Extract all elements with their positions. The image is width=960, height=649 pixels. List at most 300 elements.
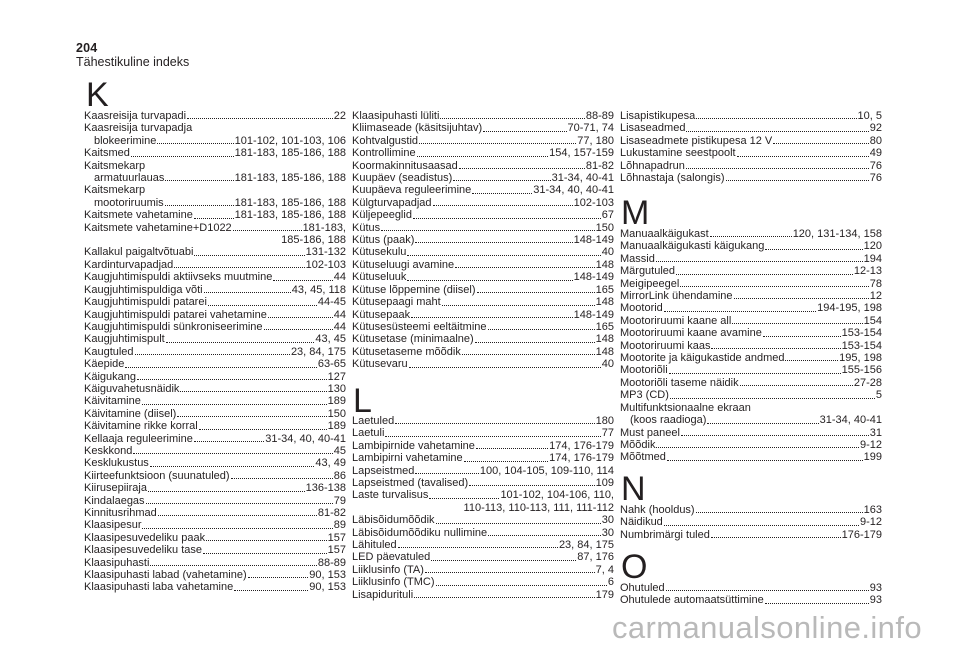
index-entry (352, 309, 614, 321)
entry-pages: 174, 176-179 (549, 452, 614, 465)
index-entry (352, 209, 614, 221)
index-entry (620, 364, 882, 376)
entry-pages: 148 (595, 296, 614, 309)
entry-pages: 5 (875, 389, 882, 402)
index-entry (84, 581, 346, 593)
index-entry (352, 246, 614, 258)
dot-leader (385, 436, 600, 437)
entry-pages: 44-45 (317, 296, 346, 309)
index-entry (352, 197, 614, 209)
entry-term: Kellaaja reguleerimine (84, 432, 193, 445)
dot-leader (135, 354, 290, 355)
entry-pages: 90, 153 (309, 581, 346, 594)
entry-pages: 88-89 (317, 556, 346, 569)
index-entry (352, 259, 614, 271)
index-entry (84, 172, 346, 184)
index-entry (352, 465, 614, 477)
dot-leader (455, 267, 595, 268)
entry-term: Lähituled (352, 539, 397, 552)
entry-term: Läbisõidumõõdik (352, 514, 435, 527)
index-entry (84, 495, 346, 507)
entry-term: Kaugjuhtimispuldi patarei vahetamine (84, 308, 267, 321)
entry-pages: 67 (601, 209, 614, 222)
dot-leader (475, 342, 595, 343)
index-entry (620, 439, 882, 451)
entry-term: Kuupäev (seadistus) (352, 172, 453, 185)
entry-term: Mootoriõli taseme näidik (620, 376, 739, 389)
index-entry (620, 516, 882, 528)
entry-term: Mootoriruumi kaane avamine (620, 327, 762, 340)
dot-leader (670, 398, 875, 399)
section-letter-l: L (353, 382, 372, 420)
index-entry (84, 333, 346, 345)
index-entry (84, 557, 346, 569)
dot-leader (462, 354, 595, 355)
entry-term: Klaasipuhasti labad (vahetamine) (84, 569, 247, 582)
dot-leader (669, 373, 841, 374)
dot-leader (157, 143, 233, 144)
entry-term: Keskkond (84, 444, 133, 457)
entry-term: Kütusepaagi maht (352, 296, 441, 309)
index-entry (620, 315, 882, 327)
entry-term: blokeerimine (94, 134, 157, 147)
entry-pages: 23, 84, 175 (290, 345, 346, 358)
entry-pages: 154, 157-159 (549, 147, 614, 160)
entry-pages: 194-195, 198 (817, 302, 882, 315)
index-entry (352, 477, 614, 489)
index-entry (84, 569, 346, 581)
entry-pages: 148 (595, 345, 614, 358)
entry-pages: 174, 176-179 (549, 439, 614, 452)
dot-leader (734, 298, 869, 299)
index-entry (352, 527, 614, 539)
entry-pages: 154 (863, 314, 882, 327)
dot-leader (199, 429, 327, 430)
entry-pages: 44 (333, 308, 346, 321)
entry-term: Liiklusinfo (TMC) (352, 576, 435, 589)
dot-leader (411, 317, 573, 318)
index-entry (84, 371, 346, 383)
entry-pages: 31-34, 40-41 (551, 172, 614, 185)
entry-term: Kaitsmekarp (84, 159, 146, 172)
dot-leader (187, 118, 333, 119)
entry-pages: 189 (327, 395, 346, 408)
entry-term: Lambipirnide vahetamine (352, 439, 475, 452)
entry-pages: 78 (869, 277, 882, 290)
dot-leader (696, 118, 856, 119)
entry-term: Kaugjuhtimispuldi aktiivseks muutmine (84, 271, 273, 284)
entry-pages: 81-82 (585, 159, 614, 172)
entry-term: Käivitamine (diisel) (84, 407, 177, 420)
entry-pages: 157 (327, 544, 346, 557)
entry-term: Kaugjuhtimispuldi patarei (84, 296, 207, 309)
dot-leader (165, 180, 233, 181)
dot-leader (142, 528, 332, 529)
index-entry (84, 482, 346, 494)
entry-term: Kliimaseade (käsitsijuhtav) (352, 122, 483, 135)
entry-term: (koos raadioga) (630, 414, 707, 427)
dot-leader (398, 547, 558, 548)
entry-pages: 148-149 (573, 308, 614, 321)
dot-leader (417, 156, 549, 157)
index-entry (352, 122, 614, 134)
entry-pages: 43, 45 (315, 333, 346, 346)
entry-term: Kaugjuhtimispuldiga võti (84, 283, 203, 296)
entry-pages: 199 (863, 451, 882, 464)
entry-term: Märgutuled (620, 265, 676, 278)
entry-term: Kütusetaseme mõõdik (352, 345, 461, 358)
section-letter-n: N (621, 470, 646, 508)
index-entry (352, 452, 614, 464)
index-entry (84, 544, 346, 556)
entry-pages: 120 (863, 240, 882, 253)
entry-term: Ohutulede automaatsüttimine (620, 594, 764, 607)
entry-pages: 155-156 (841, 364, 882, 377)
entry-term: Lapseistmed (352, 464, 415, 477)
index-entry (84, 408, 346, 420)
entry-pages: 136-138 (305, 482, 346, 495)
entry-term: Mootoriruumi kaane all (620, 314, 732, 327)
index-entry (620, 352, 882, 364)
dot-leader (773, 143, 868, 144)
entry-term: Kuupäeva reguleerimine (352, 184, 472, 197)
entry-term: Meigipeegel (620, 277, 680, 290)
dot-leader (234, 590, 308, 591)
index-entry (84, 184, 346, 196)
dot-leader (664, 311, 816, 312)
index-entry (620, 529, 882, 541)
entry-term: Kohtvalgustid (352, 134, 419, 147)
dot-leader (726, 180, 869, 181)
entry-pages: 100, 104-105, 109-110, 114 (479, 464, 614, 477)
index-entry (352, 172, 614, 184)
index-entry (84, 358, 346, 370)
entry-term: Käivitamine (84, 395, 141, 408)
entry-pages: 7, 4 (595, 563, 614, 576)
index-entry (352, 234, 614, 246)
entry-pages: 181-183, 185-186, 188 (234, 196, 346, 209)
index-entry (84, 122, 346, 134)
index-entry (84, 346, 346, 358)
dot-leader (711, 537, 841, 538)
entry-pages: 148 (595, 333, 614, 346)
index-entry (84, 470, 346, 482)
dot-leader (194, 218, 234, 219)
index-entry (84, 383, 346, 395)
dot-leader (680, 286, 868, 287)
entry-term: armatuurlauas (94, 172, 165, 185)
entry-pages: 89 (333, 519, 346, 532)
dot-leader (710, 236, 792, 237)
dot-leader (407, 280, 572, 281)
index-entry (84, 234, 346, 246)
entry-pages: 131-132 (305, 246, 346, 259)
dot-leader (765, 249, 862, 250)
dot-leader (166, 342, 315, 343)
watermark: carmanualsonline.info (612, 610, 922, 645)
dot-leader (233, 230, 302, 231)
index-entry (620, 582, 882, 594)
entry-term: MirrorLink ühendamine (620, 290, 733, 303)
entry-pages: 30 (601, 526, 614, 539)
index-entry (352, 160, 614, 172)
entry-term: Käepide (84, 358, 125, 371)
entry-term: Kütusekulu (352, 246, 407, 259)
dot-leader (194, 441, 264, 442)
dot-leader (415, 242, 572, 243)
entry-term: Kütuseluugi avamine (352, 258, 455, 271)
dot-leader (664, 525, 859, 526)
entry-pages: 181-183, 185-186, 188 (234, 147, 346, 160)
index-entry (84, 433, 346, 445)
dot-leader (273, 280, 332, 281)
dot-leader (732, 323, 862, 324)
entry-term: Mootorid (620, 302, 663, 315)
entry-term: Klaasipuhasti lüliti (352, 110, 440, 122)
entry-pages: 92 (869, 122, 882, 135)
entry-pages: 87, 176 (577, 551, 614, 564)
index-entry (620, 290, 882, 302)
entry-pages: 43, 49 (315, 457, 346, 470)
index-entry (620, 253, 882, 265)
dot-leader (414, 597, 594, 598)
index-list-n (620, 504, 882, 541)
index-list-k (84, 110, 346, 594)
dot-leader (472, 193, 532, 194)
dot-leader (686, 168, 869, 169)
entry-term: Koormakinnitusaasad (352, 159, 458, 172)
dot-leader (667, 460, 863, 461)
entry-pages: 101-102, 104-106, 110, (500, 489, 614, 502)
index-entry (84, 160, 346, 172)
page-number: 204 (76, 41, 98, 55)
entry-term: Klaasipuhasti (84, 556, 150, 569)
index-entry (352, 564, 614, 576)
entry-term: Manuaalkäigukast (620, 228, 709, 240)
entry-pages: 10, 5 (857, 110, 882, 122)
dot-leader (407, 255, 600, 256)
entry-pages: 31-34, 40, 40-41 (533, 184, 614, 197)
index-entry (620, 172, 882, 184)
index-entry (84, 209, 346, 221)
entry-pages: 9-12 (859, 438, 882, 451)
entry-term: Käigukang (84, 370, 136, 383)
index-entry (352, 514, 614, 526)
index-entry (84, 147, 346, 159)
entry-term: Kaitsmete vahetamine+D1022 (84, 221, 232, 234)
entry-pages: 76 (869, 172, 882, 185)
dot-leader (436, 585, 607, 586)
entry-pages: 49 (869, 147, 882, 160)
entry-term: Kindalaegas (84, 494, 145, 507)
entry-pages: 102-103 (573, 196, 614, 209)
entry-term: MP3 (CD) (620, 389, 669, 402)
entry-pages: 31 (869, 426, 882, 439)
entry-term: Läbisõidumõõdiku nullimine (352, 526, 488, 539)
entry-term: Käivitamine rikke korral (84, 420, 198, 433)
index-entry (620, 228, 882, 240)
entry-term: Kontrollimine (352, 147, 416, 160)
entry-term: Laste turvalisus (352, 489, 429, 502)
entry-term: Kallakul paigaltvõtuabi (84, 246, 194, 259)
entry-pages: 150 (595, 221, 614, 234)
index-entry (620, 340, 882, 352)
entry-pages: 165 (595, 283, 614, 296)
index-entry (352, 358, 614, 370)
index-entry (352, 321, 614, 333)
entry-pages: 27-28 (853, 376, 882, 389)
entry-pages: 80 (869, 134, 882, 147)
entry-pages: 110-113, 110-113, 111, 111-112 (463, 501, 614, 514)
dot-leader (469, 485, 594, 486)
entry-pages: 153-154 (841, 327, 882, 340)
dot-leader (488, 329, 595, 330)
dot-leader (142, 404, 327, 405)
section-letter-k: K (86, 76, 109, 114)
entry-pages: 40 (601, 358, 614, 371)
index-entry (352, 147, 614, 159)
entry-term: Kardinturvapadjad (84, 258, 174, 271)
entry-term: Kaugjuhtimispult (84, 333, 165, 346)
dot-leader (459, 168, 585, 169)
dot-leader (203, 553, 327, 554)
index-entry (620, 377, 882, 389)
index-entry (620, 594, 882, 606)
entry-term: Mootoriruumi kaas (620, 339, 711, 352)
dot-leader (150, 565, 316, 566)
dot-leader (431, 560, 576, 561)
entry-term: Manuaalkäigukasti käigukang (620, 240, 765, 253)
dot-leader (150, 466, 315, 467)
index-entry (620, 110, 882, 122)
entry-pages: 77 (601, 427, 614, 440)
entry-pages: 9-12 (859, 516, 882, 529)
dot-leader (740, 385, 853, 386)
index-entry (84, 222, 346, 234)
index-entry (620, 327, 882, 339)
index-entry (352, 184, 614, 196)
entry-pages: 181-183, (302, 221, 346, 234)
index-entry (352, 110, 614, 122)
entry-pages: 12 (869, 290, 882, 303)
dot-leader (464, 461, 548, 462)
index-entry (84, 445, 346, 457)
entry-term: Laetuled (352, 415, 395, 427)
entry-pages: 76 (869, 159, 882, 172)
index-entry (620, 278, 882, 290)
index-entry (352, 551, 614, 563)
entry-pages: 148 (595, 258, 614, 271)
dot-leader (666, 590, 869, 591)
entry-term: Kaitsmete vahetamine (84, 209, 193, 222)
dot-leader (180, 391, 326, 392)
index-entry (352, 271, 614, 283)
dot-leader (158, 515, 317, 516)
index-entry (84, 321, 346, 333)
index-entry (84, 284, 346, 296)
entry-term: Kaitsmekarp (84, 184, 146, 197)
index-entry (352, 333, 614, 345)
index-entry (620, 402, 882, 414)
index-entry (352, 427, 614, 439)
entry-term: mootoriruumis (94, 196, 164, 209)
dot-leader (148, 491, 305, 492)
section-letter-m: M (621, 194, 650, 232)
entry-pages: 81-82 (317, 507, 346, 519)
entry-pages: 157 (327, 531, 346, 544)
index-entry (620, 414, 882, 426)
entry-pages: 45 (333, 444, 346, 457)
entry-pages: 101-102, 101-103, 106 (234, 134, 346, 147)
dot-leader (125, 367, 316, 368)
index-entry (620, 135, 882, 147)
index-entry (352, 440, 614, 452)
dot-leader (656, 261, 863, 262)
entry-pages: 22 (333, 110, 346, 122)
index-list-o (620, 582, 882, 607)
entry-term: Massid (620, 252, 655, 265)
entry-pages: 130 (327, 382, 346, 395)
entry-pages: 127 (327, 370, 346, 383)
dot-leader (433, 205, 573, 206)
entry-pages: 165 (595, 320, 614, 333)
entry-pages: 148-149 (573, 234, 614, 247)
section-letter-o: O (621, 548, 648, 586)
index-entry (620, 122, 882, 134)
dot-leader (686, 131, 868, 132)
entry-term: Kaitsmed (84, 147, 130, 160)
index-entry (84, 296, 346, 308)
entry-term: Küljepeeglid (352, 209, 412, 222)
entry-term: Lisapidurituli (352, 588, 414, 601)
dot-leader (131, 156, 234, 157)
entry-term: Kütuse lõppemine (diisel) (352, 283, 476, 296)
page-title: Tähestikuline indeks (76, 55, 190, 69)
index-entry (352, 539, 614, 551)
index-entry (352, 489, 614, 501)
entry-pages: 153-154 (841, 339, 882, 352)
entry-pages: 30 (601, 514, 614, 527)
dot-leader (413, 218, 601, 219)
index-entry (84, 395, 346, 407)
entry-term: Must paneel (620, 426, 680, 439)
index-entry (84, 532, 346, 544)
entry-term: Kütuseluuk (352, 271, 407, 284)
entry-pages: 63-65 (317, 358, 346, 371)
index-entry (84, 197, 346, 209)
entry-pages: 6 (607, 576, 614, 589)
dot-leader (429, 498, 499, 499)
index-entry (84, 135, 346, 147)
entry-term: Lambipirni vahetamine (352, 452, 463, 465)
dot-leader (765, 603, 869, 604)
entry-term: Kütus (352, 221, 381, 234)
dot-leader (711, 348, 840, 349)
entry-term: Kiirteefunktsioon (suunatuled) (84, 469, 230, 482)
entry-term: Kütusevaru (352, 358, 408, 371)
entry-pages: 77, 180 (577, 134, 614, 147)
entry-pages: 90, 153 (309, 569, 346, 582)
entry-pages: 185-186, 188 (281, 234, 346, 247)
index-list-l-continued (620, 110, 882, 184)
entry-term: Lõhnastaja (salongis) (620, 172, 725, 185)
dot-leader (268, 317, 333, 318)
entry-pages: 31-34, 40, 40-41 (265, 432, 346, 445)
index-entry (620, 451, 882, 463)
index-entry (352, 502, 614, 514)
entry-term: Klaasipuhasti laba vahetamine (84, 581, 234, 594)
entry-pages: 86 (333, 469, 346, 482)
